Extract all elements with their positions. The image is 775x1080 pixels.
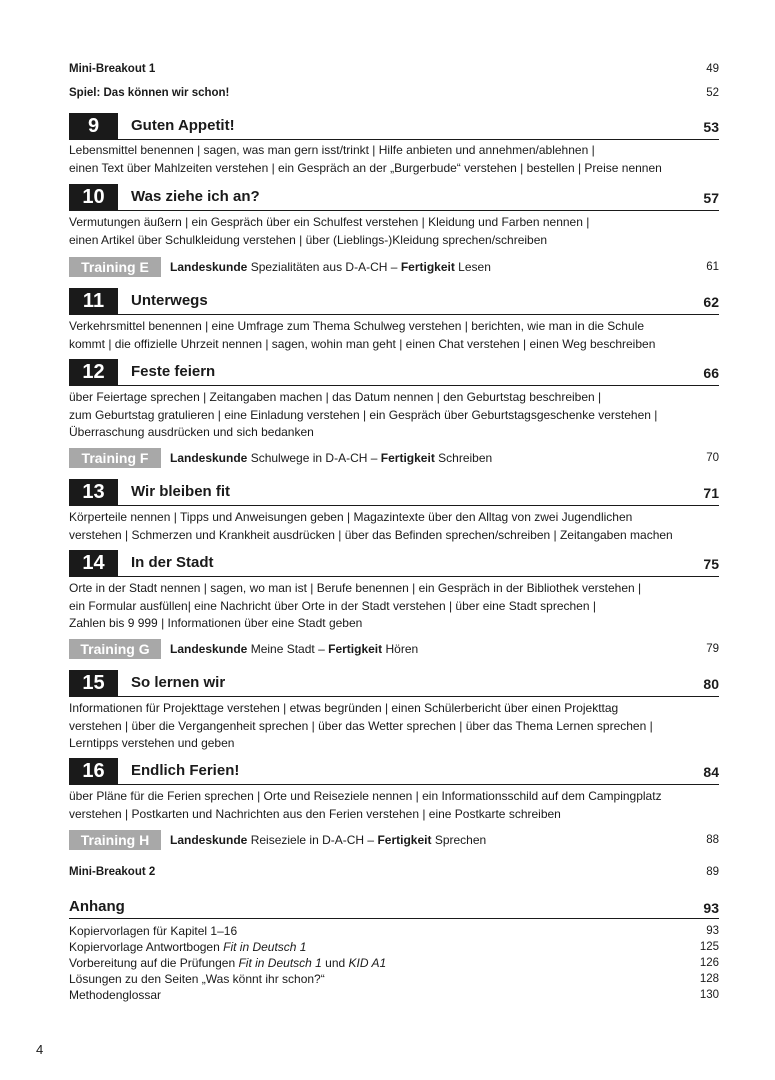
chapter-title: Guten Appetit!: [131, 117, 235, 134]
chapter-description: [69, 580, 719, 633]
entry-page: 49: [706, 63, 719, 75]
chapter-title: In der Stadt: [131, 554, 214, 571]
anhang-item-page: 130: [699, 989, 719, 1001]
fertigkeit-label: Fertigkeit: [328, 642, 383, 656]
training-page: 70: [706, 452, 719, 464]
chapter-number: 16: [69, 758, 118, 784]
anhang-item-title: Fit in Deutsch 1: [223, 940, 307, 954]
entry-label: Mini-Breakout 2: [69, 866, 156, 878]
chapter-description: [69, 788, 719, 823]
landeskunde-label: Landeskunde: [170, 260, 248, 274]
chapter-description: [69, 318, 719, 353]
anhang-item-page: 125: [699, 941, 719, 953]
chapter-number: 10: [69, 184, 118, 210]
separator-dash: –: [370, 451, 378, 465]
desc-line: Orte in der Stadt nennen | sagen, wo man ist | Berufe benennen | ein Gespräch in der Bibliothek verstehen |: [69, 581, 642, 595]
chapter-title: Wir bleiben fit: [131, 483, 231, 500]
training-label: Training G: [69, 639, 161, 659]
anhang-item-title: Fit in Deutsch 1: [238, 956, 322, 970]
landeskunde-label: Landeskunde: [170, 642, 248, 656]
desc-line: Körperteile nennen | Tipps und Anweisungen geben | Magazintexte über den Alltag von zwei Jugendlichen: [69, 510, 633, 524]
landeskunde-label: Landeskunde: [170, 451, 248, 465]
chapter-description: [69, 142, 719, 177]
separator-dash: –: [367, 833, 375, 847]
desc-line: einen Artikel über Schulkleidung verstehen | über (Lieblings-)Kleidung sprechen/schreiben: [69, 232, 548, 247]
chapter-header-13[interactable]: [69, 479, 719, 506]
anhang-item[interactable]: [69, 956, 719, 972]
anhang-item-title: KID A1: [348, 956, 387, 970]
desc-line: ein Formular ausfüllen| eine Nachricht über Orte in der Stadt verstehen | über eine Stadt sprechen |: [69, 598, 596, 613]
desc-line: Lerntipps verstehen und geben: [69, 736, 235, 750]
anhang-item-page: 93: [706, 925, 719, 937]
entry-label: Spiel: Das können wir schon!: [69, 87, 230, 99]
desc-line: zum Geburtstag gratulieren | eine Einladung verstehen | ein Gespräch über Geburtstagsgeschenke verstehen |: [69, 407, 658, 422]
chapter-title: Unterwegs: [131, 292, 208, 309]
chapter-number: 11: [69, 288, 118, 314]
chapter-header-15[interactable]: [69, 670, 719, 697]
fertigkeit-skill: Schreiben: [438, 451, 493, 465]
training-label: Training E: [69, 257, 161, 277]
toc-entry-spiel[interactable]: [69, 87, 719, 99]
chapter-title: Endlich Ferien!: [131, 762, 240, 779]
anhang-item-text: Kopiervorlage Antwortbogen: [69, 940, 224, 954]
anhang-item[interactable]: [69, 972, 719, 988]
chapter-header-12[interactable]: [69, 359, 719, 386]
chapter-description: [69, 509, 719, 544]
training-text: [170, 451, 492, 465]
desc-line: Vermutungen äußern | ein Gespräch über ein Schulfest verstehen | Kleidung und Farben nennen |: [69, 215, 590, 229]
chapter-number: 9: [69, 113, 118, 139]
fertigkeit-label: Fertigkeit: [380, 451, 435, 465]
chapter-header-9[interactable]: [69, 113, 719, 140]
training-text: [170, 642, 418, 656]
training-entry-h[interactable]: [69, 830, 719, 850]
chapter-header-10[interactable]: [69, 184, 719, 211]
training-label: Training H: [69, 830, 161, 850]
entry-page: 52: [706, 87, 719, 99]
entry-label: Mini-Breakout 1: [69, 63, 156, 75]
separator-dash: –: [390, 260, 398, 274]
landeskunde-topic: Spezialitäten aus D-A-CH: [250, 260, 388, 274]
desc-line: verstehen | Schmerzen und Krankheit ausdrücken | über das Befinden sprechen/schreiben | Zeitangaben machen: [69, 527, 673, 542]
training-page: 79: [706, 643, 719, 655]
chapter-description: [69, 389, 719, 442]
chapter-number: 15: [69, 670, 118, 696]
chapter-page: 71: [703, 485, 719, 501]
landeskunde-label: Landeskunde: [170, 833, 248, 847]
anhang-item-page: 126: [699, 957, 719, 969]
chapter-number: 13: [69, 479, 118, 505]
separator-dash: –: [318, 642, 325, 656]
desc-line: über Feiertage sprechen | Zeitangaben machen | das Datum nennen | den Geburtstag beschreiben |: [69, 390, 602, 404]
desc-line: Informationen für Projekttage verstehen | etwas begründen | einen Schülerbericht über einen Projekttag: [69, 701, 619, 715]
fertigkeit-skill: Sprechen: [434, 833, 487, 847]
desc-line: Überraschung ausdrücken und sich bedanken: [69, 425, 314, 439]
anhang-item-text: Methodenglossar: [69, 988, 162, 1002]
landeskunde-topic: Reiseziele in D-A-CH: [250, 833, 365, 847]
anhang-item-text: Lösungen zu den Seiten „Was könnt ihr schon?“: [69, 972, 325, 986]
desc-line: Zahlen bis 9 999 | Informationen über eine Stadt geben: [69, 616, 363, 630]
page-number: 4: [36, 1042, 44, 1057]
desc-line: Lebensmittel benennen | sagen, was man gern isst/trinkt | Hilfe anbieten und annehmen/ablehnen |: [69, 143, 595, 157]
anhang-item-text: und: [321, 956, 349, 970]
chapter-header-16[interactable]: [69, 758, 719, 785]
toc-entry-mini-breakout-1[interactable]: [69, 63, 719, 75]
chapter-number: 12: [69, 359, 118, 385]
chapter-description: [69, 700, 719, 753]
training-label: Training F: [69, 448, 161, 468]
desc-line: verstehen | über die Vergangenheit sprechen | über das Wetter sprechen | über das Thema Lernen sprechen |: [69, 718, 653, 733]
fertigkeit-label: Fertigkeit: [377, 833, 432, 847]
desc-line: Verkehrsmittel benennen | eine Umfrage zum Thema Schulweg verstehen | berichten, wie man in die Schule: [69, 319, 644, 333]
chapter-number: 14: [69, 550, 118, 576]
chapter-page: 84: [703, 764, 719, 780]
chapter-title: Feste feiern: [131, 363, 216, 380]
anhang-page: 93: [703, 900, 719, 916]
fertigkeit-label: Fertigkeit: [400, 260, 455, 274]
anhang-title: Anhang: [69, 898, 125, 915]
training-entry-e[interactable]: [69, 257, 719, 277]
anhang-header[interactable]: [69, 896, 719, 919]
chapter-header-11[interactable]: [69, 288, 719, 315]
training-text: [170, 260, 491, 274]
landeskunde-topic: Meine Stadt: [250, 642, 315, 656]
chapter-page: 53: [703, 119, 719, 135]
chapter-title: So lernen wir: [131, 674, 226, 691]
desc-line: einen Text über Mahlzeiten verstehen | ein Gespräch an der „Burgerbude“ verstehen | bestellen | Preise nennen: [69, 160, 662, 175]
training-text: [170, 833, 486, 847]
chapter-page: 80: [703, 676, 719, 692]
training-entry-f[interactable]: [69, 448, 719, 468]
landeskunde-topic: Schulwege in D-A-CH: [250, 451, 368, 465]
chapter-title: Was ziehe ich an?: [131, 188, 260, 205]
desc-line: über Pläne für die Ferien sprechen | Orte und Reiseziele nennen | ein Informationsschild auf dem Campingplatz: [69, 789, 662, 803]
desc-line: verstehen | Postkarten und Nachrichten aus den Ferien verstehen | eine Postkarte schreiben: [69, 806, 561, 821]
desc-line: kommt | die offizielle Uhrzeit nennen | sagen, wohin man geht | einen Chat verstehen | einen Weg beschreiben: [69, 336, 656, 351]
chapter-page: 75: [703, 556, 719, 572]
training-page: 61: [706, 261, 719, 273]
chapter-page: 62: [703, 294, 719, 310]
anhang-item[interactable]: [69, 924, 719, 940]
training-page: 88: [706, 834, 719, 846]
anhang-item-text: Kopiervorlagen für Kapitel 1–16: [69, 924, 238, 938]
anhang-item-text: Vorbereitung auf die Prüfungen: [69, 956, 239, 970]
toc-entry-mini-breakout-2[interactable]: [69, 866, 719, 878]
training-entry-g[interactable]: [69, 639, 719, 659]
chapter-page: 57: [703, 190, 719, 206]
anhang-item-page: 128: [699, 973, 719, 985]
entry-page: 89: [706, 866, 719, 878]
chapter-description: [69, 214, 719, 249]
chapter-header-14[interactable]: [69, 550, 719, 577]
anhang-item[interactable]: [69, 988, 719, 1004]
fertigkeit-skill: Hören: [385, 642, 419, 656]
anhang-item[interactable]: [69, 940, 719, 956]
chapter-page: 66: [703, 365, 719, 381]
fertigkeit-skill: Lesen: [458, 260, 491, 274]
